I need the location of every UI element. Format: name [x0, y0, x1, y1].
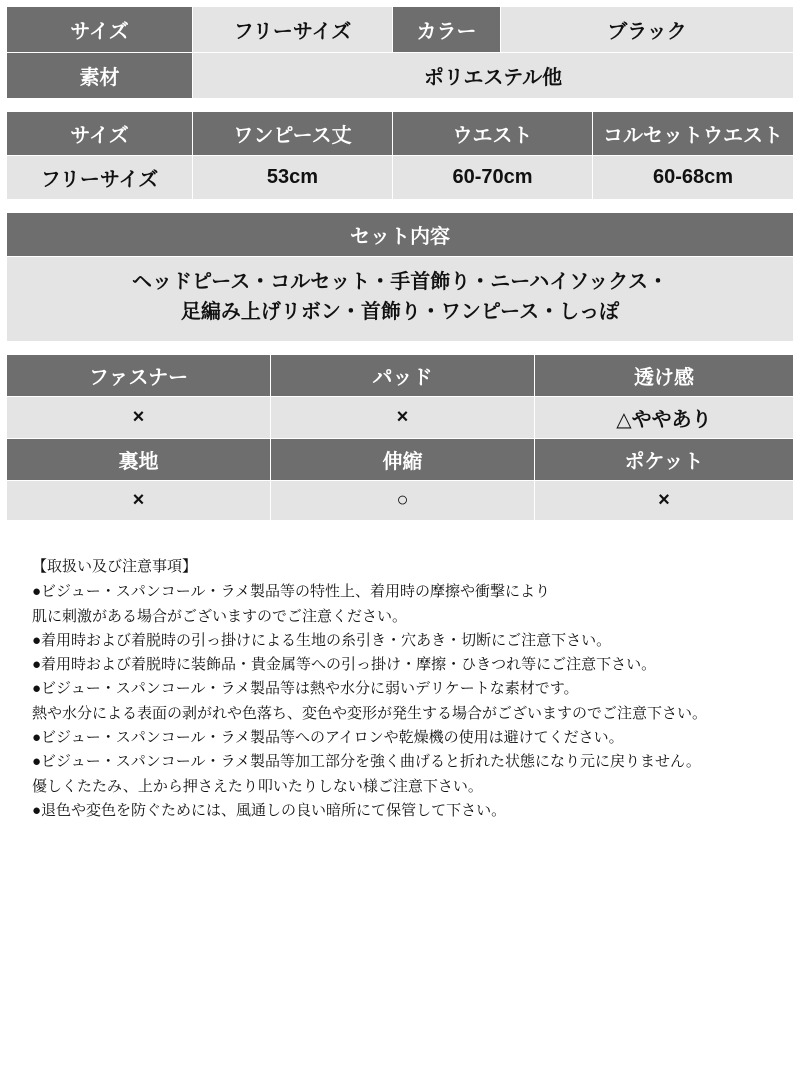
care-note-line: 肌に刺激がある場合がございますのでご注意ください。 — [32, 607, 408, 625]
care-note-line: 優しくたたみ、上から押さえたり叩いたりしない様ご注意下さい。 — [32, 777, 483, 795]
care-note-line: ●退色や変色を防ぐためには、風通しの良い暗所にて保管して下さい。 — [32, 801, 507, 819]
care-note-line: ●ビジュー・スパンコール・ラメ製品等加工部分を強く曲げると折れた状態になり元に戻りません。 — [32, 753, 701, 771]
table-row — [7, 7, 794, 53]
spec-value-color: ブラック — [501, 7, 794, 53]
table-header-row — [7, 355, 794, 397]
care-note-line: ●着用時および着脱時に装飾品・貴金属等への引っ掛け・摩擦・ひきつれ等にご注意下さい。 — [32, 656, 657, 674]
feature-header-zipper: ファスナー — [7, 355, 271, 397]
care-note-line: ●ビジュー・スパンコール・ラメ製品等の特性上、着用時の摩擦や衝撃により — [32, 583, 551, 601]
feature-value-stretch: ○ — [271, 481, 535, 521]
set-contents-table — [6, 212, 794, 342]
care-note-line: ●ビジュー・スパンコール・ラメ製品等は熱や水分に弱いデリケートな素材です。 — [32, 680, 579, 698]
feature-value-zipper: × — [7, 397, 271, 439]
table-header-row — [7, 213, 794, 257]
table-header-row — [7, 112, 794, 156]
care-note-line: 熱や水分による表面の剥がれや色落ち、変色や変形が発生する場合がございますのでご注意下さい。 — [32, 704, 708, 722]
measurement-table — [6, 111, 794, 200]
feature-value-lining: × — [7, 481, 271, 521]
spec-label-color: カラー — [393, 7, 501, 53]
table-header-row — [7, 439, 794, 481]
feature-value-pocket: × — [535, 481, 794, 521]
feature-value-sheerness: △ややあり — [535, 397, 794, 439]
feature-header-stretch: 伸縮 — [271, 439, 535, 481]
feature-header-pad: パッド — [271, 355, 535, 397]
table-row — [7, 257, 794, 342]
set-contents-line-2: 足編み上げリボン・首飾り・ワンピース・しっぽ — [180, 301, 620, 323]
set-contents-title: セット内容 — [7, 213, 794, 257]
measure-value-dress-length: 53cm — [193, 156, 393, 200]
table-row — [7, 53, 794, 99]
basic-spec-table — [6, 6, 794, 99]
spec-label-material: 素材 — [7, 53, 193, 99]
features-table — [6, 354, 794, 521]
spec-value-size: フリーサイズ — [193, 7, 393, 53]
measure-value-corset-waist: 60-68cm — [593, 156, 794, 200]
feature-value-pad: × — [271, 397, 535, 439]
table-row — [7, 397, 794, 439]
measure-value-waist: 60-70cm — [393, 156, 593, 200]
set-contents-line-1: ヘッドピース・コルセット・手首飾り・ニーハイソックス・ — [132, 271, 668, 293]
feature-header-lining: 裏地 — [7, 439, 271, 481]
spec-label-size: サイズ — [7, 7, 193, 53]
measure-header-waist: ウエスト — [393, 112, 593, 156]
care-note-line: ●ビジュー・スパンコール・ラメ製品等へのアイロンや乾燥機の使用は避けてください。 — [32, 729, 624, 747]
feature-header-pocket: ポケット — [535, 439, 794, 481]
table-row — [7, 481, 794, 521]
measure-value-size: フリーサイズ — [7, 156, 193, 200]
care-notes-title: 【取扱い及び注意事項】 — [32, 558, 198, 575]
spec-value-material: ポリエステル他 — [193, 53, 794, 99]
care-note-line: ●着用時および着脱時の引っ掛けによる生地の糸引き・穴あき・切断にご注意下さい。 — [32, 631, 612, 649]
measure-header-corset-waist: コルセットウエスト — [593, 112, 794, 156]
measure-header-dress-length: ワンピース丈 — [193, 112, 393, 156]
measure-header-size: サイズ — [7, 112, 193, 156]
set-contents-body — [7, 257, 794, 342]
table-row — [7, 156, 794, 200]
feature-header-sheerness: 透け感 — [535, 355, 794, 397]
care-notes — [6, 555, 794, 823]
